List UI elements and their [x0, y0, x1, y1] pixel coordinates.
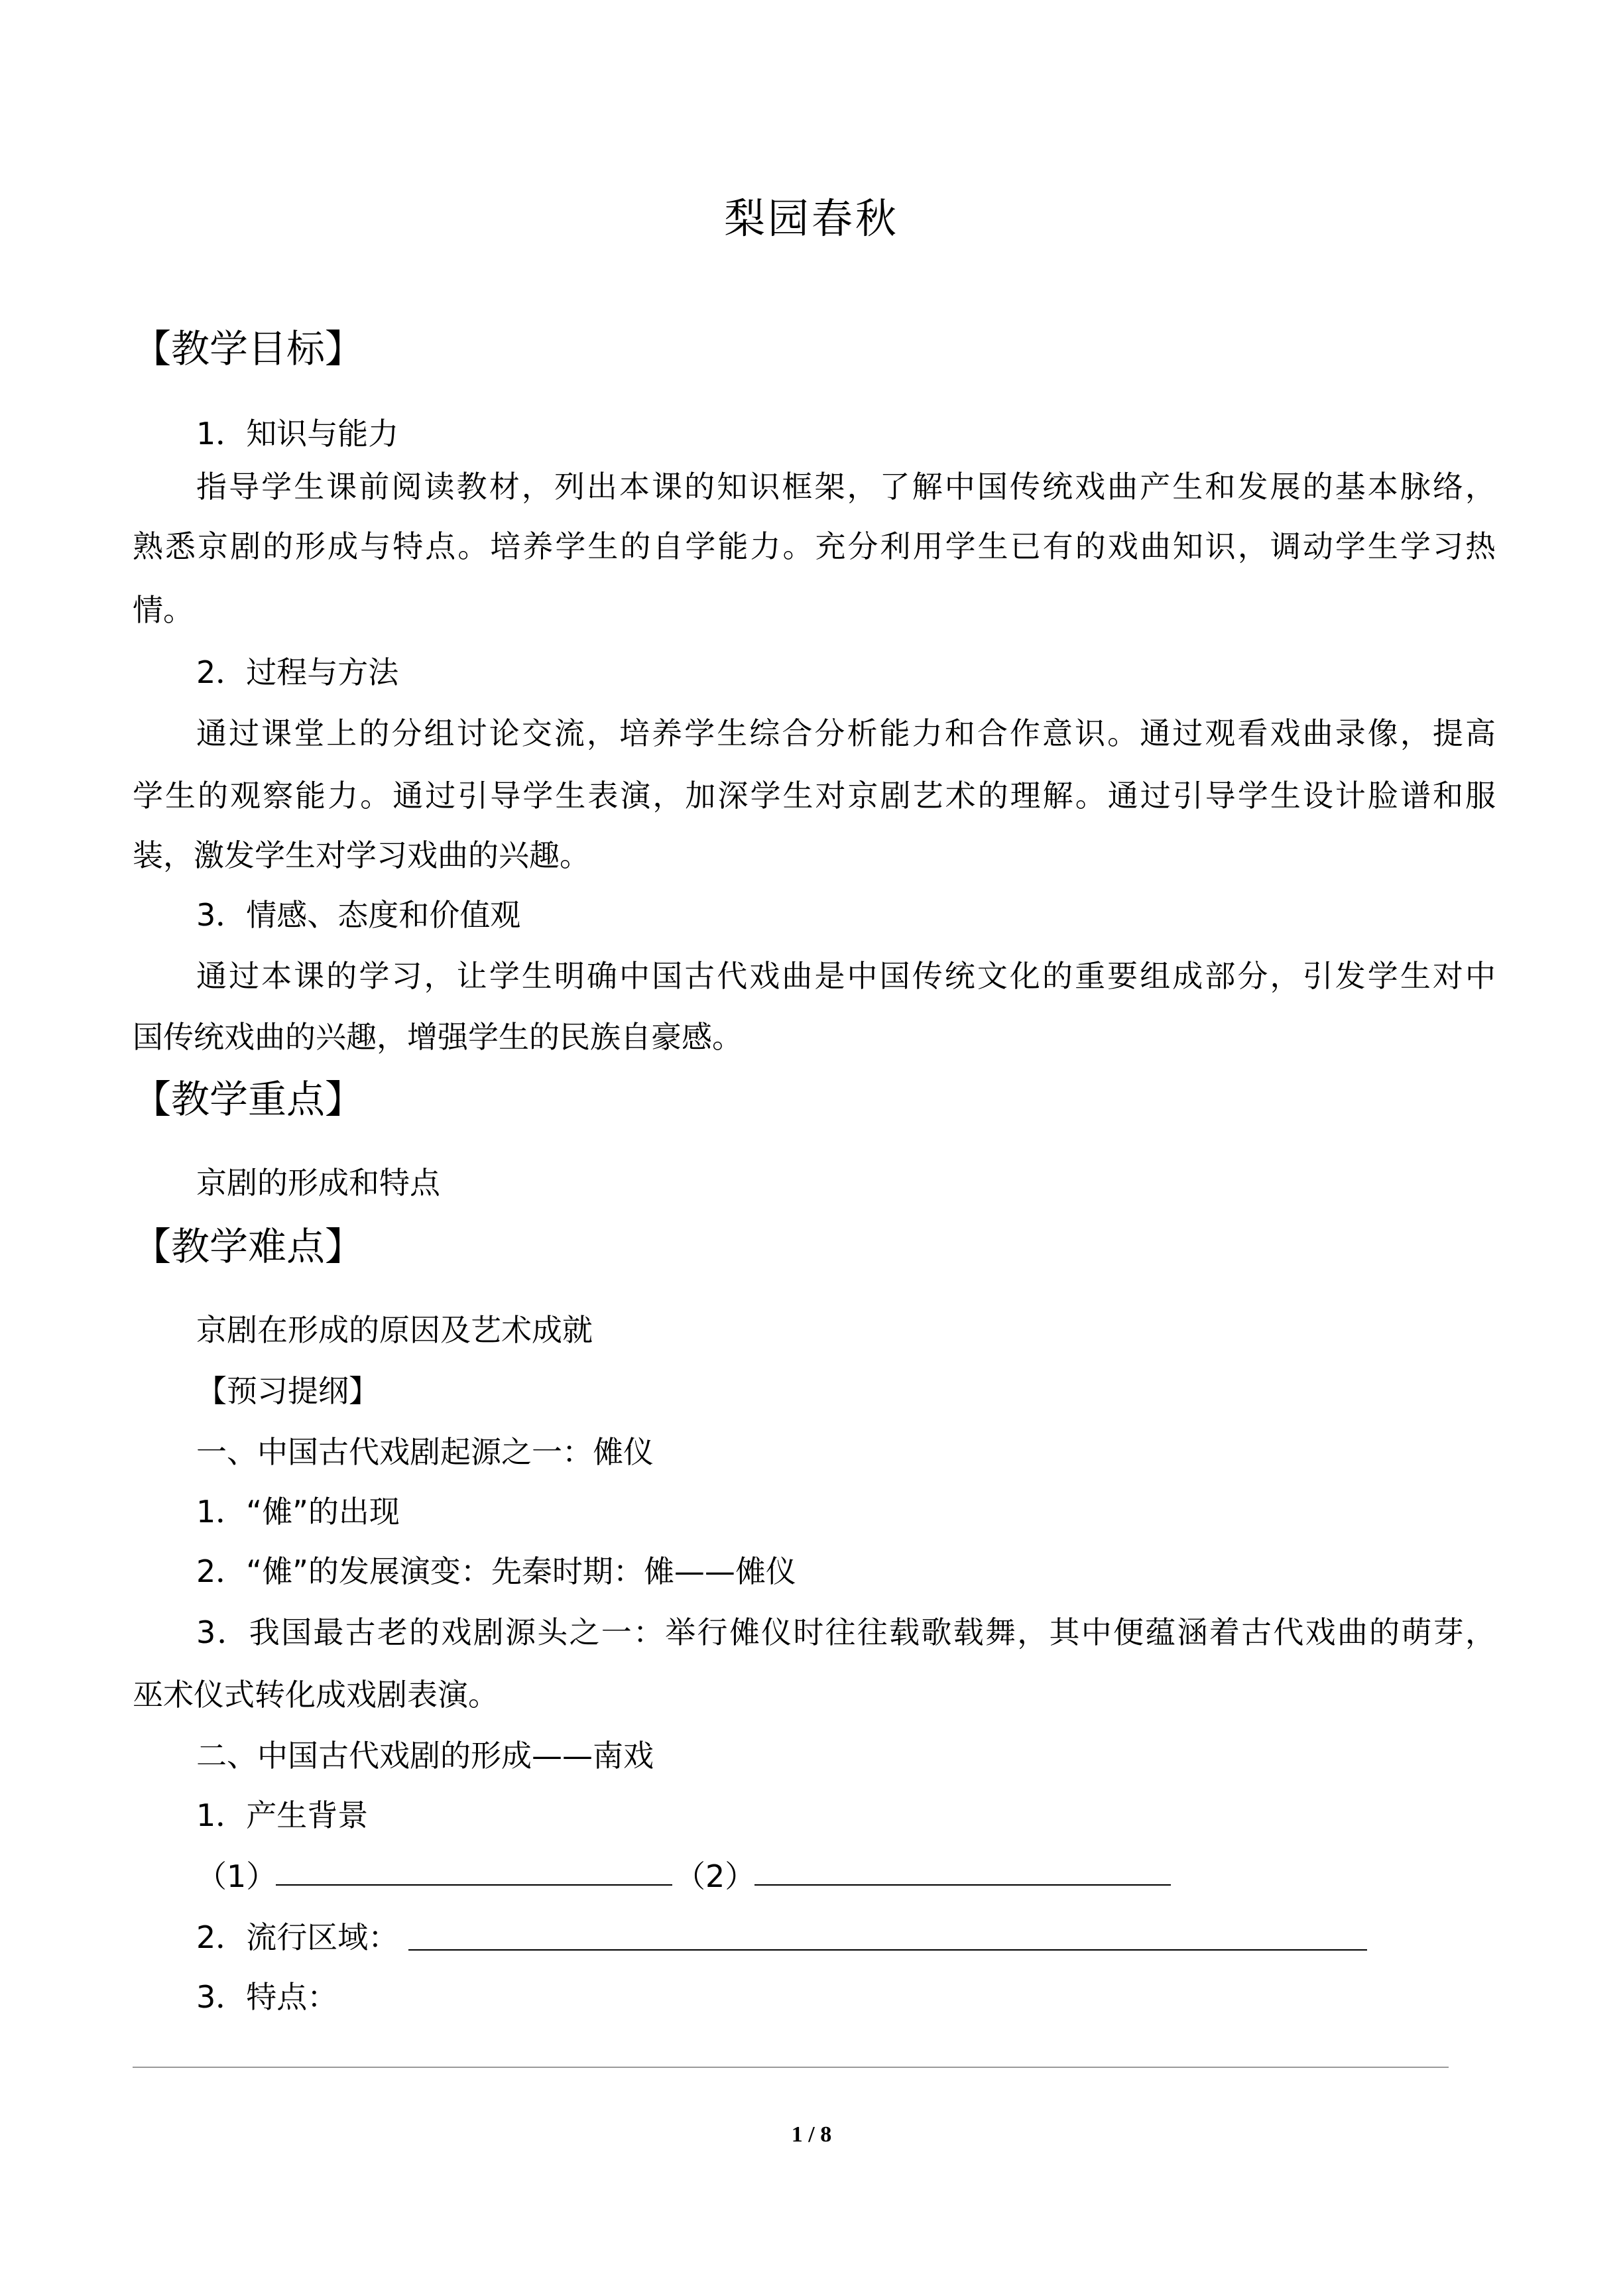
preview-part-2-item-3: 3．特点： — [196, 1979, 338, 2015]
objective-3-line-2: 国传统戏曲的兴趣，增强学生的民族自豪感。 — [133, 1019, 743, 1055]
objective-3-title: 3．情感、态度和价值观 — [196, 897, 521, 933]
blank-2-underline[interactable] — [754, 1884, 1171, 1886]
objective-1-line-3: 情。 — [133, 592, 194, 628]
objective-1-title: 1．知识与能力 — [196, 416, 399, 452]
preview-part-1-item-1: 1．“傩”的出现 — [196, 1494, 400, 1530]
preview-part-2-title: 二、中国古代戏剧的形成——南戏 — [196, 1738, 654, 1774]
objective-2-line-2: 学生的观察能力。通过引导学生表演，加深学生对京剧艺术的理解。通过引导学生设计脸谱和服 — [133, 778, 1496, 814]
blank-1-label: （1） — [196, 1858, 277, 1894]
page-title: 梨园春秋 — [723, 194, 899, 243]
objective-1-line-2: 熟悉京剧的形成与特点。培养学生的自学能力。充分利用学生已有的戏曲知识，调动学生学习热 — [133, 528, 1496, 564]
preview-part-2-item-1: 1．产生背景 — [196, 1797, 369, 1833]
preview-part-1-item-3-line-2: 巫术仪式转化成戏剧表演。 — [133, 1677, 499, 1713]
key-points-text: 京剧的形成和特点 — [196, 1165, 440, 1201]
objectives-heading: 【教学目标】 — [133, 326, 364, 371]
key-points-heading: 【教学重点】 — [133, 1077, 364, 1122]
preview-part-2-item-2: 2．流行区域： — [196, 1919, 399, 1955]
region-blank-underline[interactable] — [408, 1949, 1367, 1951]
preview-part-1-item-2: 2．“傩”的发展演变：先秦时期：傩——傩仪 — [196, 1553, 796, 1589]
footer-divider — [133, 2067, 1449, 2068]
objective-1-line-1: 指导学生课前阅读教材，列出本课的知识框架，了解中国传统戏曲产生和发展的基本脉络， — [196, 469, 1496, 505]
objective-2-line-3: 装，激发学生对学习戏曲的兴趣。 — [133, 837, 590, 873]
preview-part-1-item-3-line-1: 3．我国最古老的戏剧源头之一：举行傩仪时往往载歌载舞，其中便蕴涵着古代戏曲的萌芽， — [196, 1614, 1496, 1650]
difficulties-text: 京剧在形成的原因及艺术成就 — [196, 1312, 593, 1348]
preview-heading: 【预习提纲】 — [196, 1373, 379, 1409]
objective-2-title: 2．过程与方法 — [196, 654, 399, 690]
objective-3-line-1: 通过本课的学习，让学生明确中国古代戏曲是中国传统文化的重要组成部分，引发学生对中 — [196, 958, 1496, 994]
blank-2-label: （2） — [675, 1858, 756, 1894]
page-number: 1 / 8 — [791, 2122, 832, 2147]
preview-part-1-title: 一、中国古代戏剧起源之一：傩仪 — [196, 1434, 654, 1470]
blank-1-underline[interactable] — [276, 1884, 672, 1886]
objective-2-line-1: 通过课堂上的分组讨论交流，培养学生综合分析能力和合作意识。通过观看戏曲录像，提高 — [196, 715, 1496, 751]
difficulties-heading: 【教学难点】 — [133, 1224, 364, 1269]
